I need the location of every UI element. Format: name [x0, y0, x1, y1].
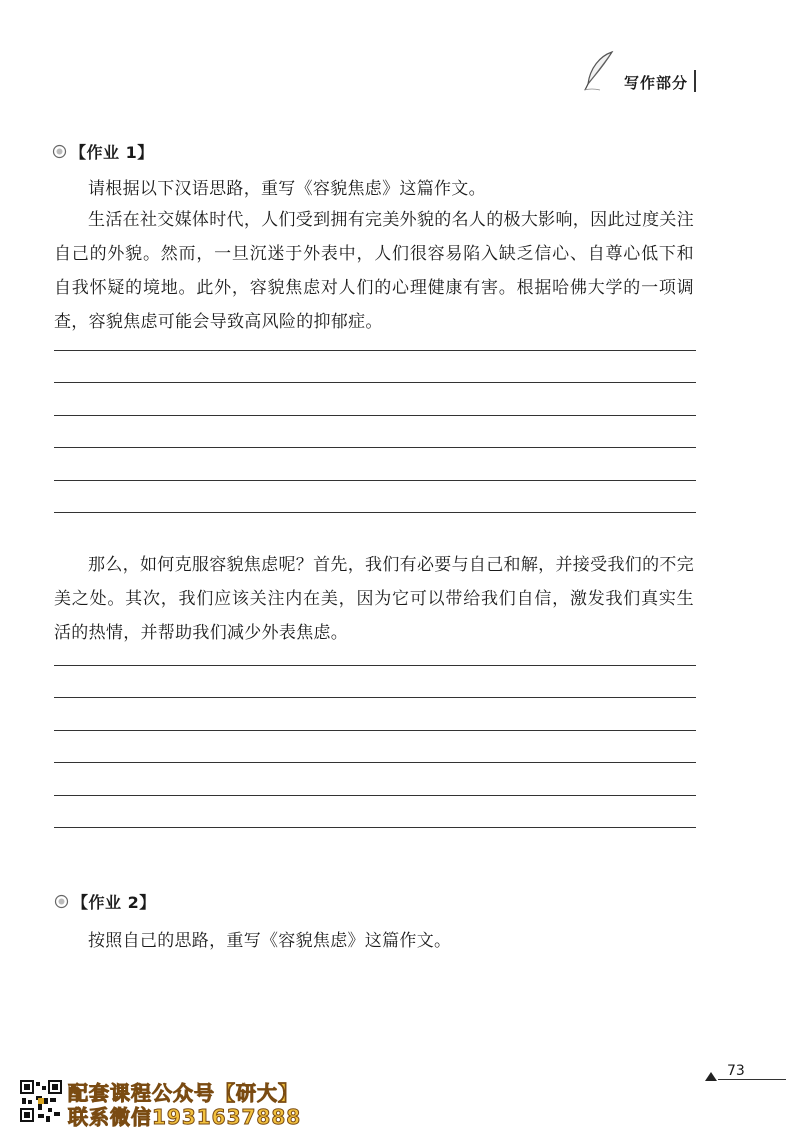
writing-line [54, 827, 696, 828]
assignment1-paragraph2: 那么，如何克服容貌焦虑呢？首先，我们有必要与自己和解，并接受我们的不完美之处。其次，我们应该关注内在美，因为它可以带给我们自信，激发我们真实生活的热情，并帮助我们减少外表焦虑。 [54, 555, 694, 643]
page-number-rule [718, 1079, 786, 1080]
writing-line [54, 415, 696, 416]
writing-line [54, 697, 696, 698]
writing-line [54, 795, 696, 796]
writing-line [54, 512, 696, 513]
assignment1-instruction: 请根据以下汉语思路，重写《容貌焦虑》这篇作文。 [88, 179, 486, 199]
writing-line [54, 447, 696, 448]
writing-line [54, 350, 696, 351]
qr-code-icon [20, 1080, 62, 1122]
section-header-title: 写作部分 [624, 74, 689, 92]
header-divider [694, 70, 696, 92]
assignment1-paragraph1: 生活在社交媒体时代，人们受到拥有完美外貌的名人的极大影响，因此过度关注自己的外貌。然而，一旦沉迷于外表中，人们很容易陷入缺乏信心、自尊心低下和自我怀疑的境地。此外，容貌焦虑对人们的心理健康有害。根据哈佛大学的一项调查，容貌焦虑可能会导致高风险的抑郁症。 [54, 210, 694, 332]
bullet-circle-icon [54, 894, 69, 909]
assignment1-title: 【作业 1】 [70, 143, 154, 162]
writing-line [54, 480, 696, 481]
page-marker-icon [705, 1072, 717, 1081]
writing-line [54, 762, 696, 763]
writing-line [54, 730, 696, 731]
assignment2-instruction: 按照自己的思路，重写《容貌焦虑》这篇作文。 [88, 931, 452, 951]
writing-line [54, 665, 696, 666]
writing-line [54, 382, 696, 383]
page-number: 73 [727, 1063, 745, 1079]
watermark-line1: 配套课程公众号【研大】 [68, 1081, 299, 1105]
assignment2-title: 【作业 2】 [72, 893, 156, 912]
feather-pen-icon [582, 50, 616, 92]
watermark-line2: 联系微信1931637888 [68, 1105, 302, 1129]
bullet-circle-icon [52, 144, 67, 159]
